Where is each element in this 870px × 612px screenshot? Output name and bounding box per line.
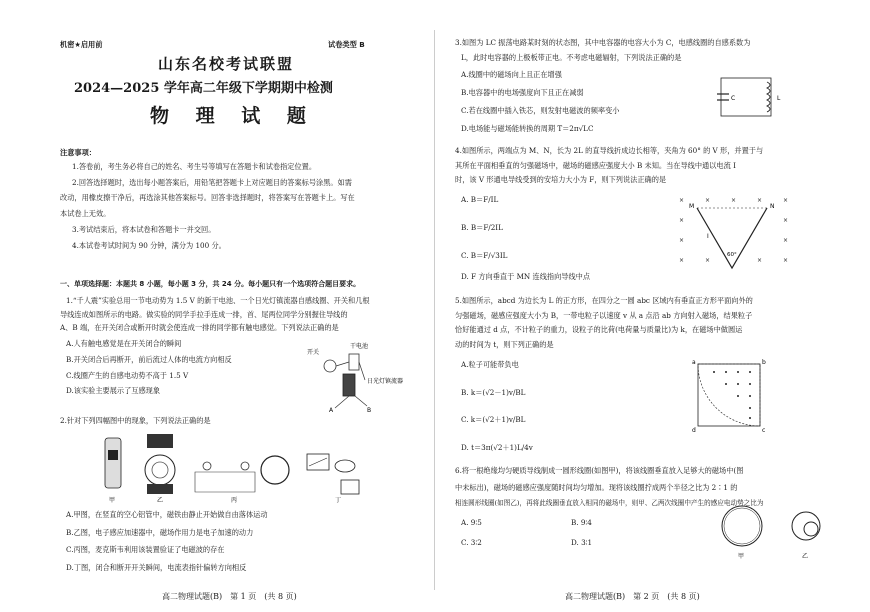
- q6-option-d: D. 3∶1: [571, 538, 593, 548]
- q1-option-c: C.线圈产生的自感电动势不高于 1.5 V: [66, 370, 189, 380]
- q6-options-row-1: [455, 518, 681, 528]
- svg-text:×: ×: [705, 257, 711, 264]
- q4-option-d: D. F 方向垂直于 MN 连线指向导线中点: [461, 272, 591, 282]
- q1-option-d: D.该实验主要展示了互感现象: [66, 386, 161, 396]
- q4-stem-line: 其所在平面相垂直的匀强磁场中，磁场的磁感应强度大小 B 未知。当在导线中通以电流 I: [455, 160, 736, 170]
- q2-fig-jia: [105, 438, 121, 504]
- q1-battery-label: 干电池: [350, 343, 369, 350]
- svg-text:×: ×: [679, 197, 685, 204]
- q2-label-ding: 丁: [335, 497, 342, 504]
- svg-text:×: ×: [783, 237, 789, 244]
- notice-list: [60, 162, 420, 250]
- q2-fig-bing: [195, 456, 289, 504]
- q6-options-row-2: [455, 538, 681, 548]
- q4-stem-line: 4.如图所示，两端点为 M、N，长为 2L 的直导线折成边长相等，夹角为 60° 的 V 形，并置于与: [455, 146, 764, 155]
- notice-item: 4.本试卷考试时间为 90 分钟，满分为 100 分。: [72, 240, 226, 250]
- q4-stem-line: 时，该 V 形通电导线受到的安培力大小为 F，则下列说法正确的是: [455, 175, 667, 185]
- notice-item: 改动，用橡皮擦干净后，再选涂其他答案标号。回答非选择题时，将答案写在答题卡上。写在: [60, 193, 355, 203]
- q1-option-a: A.人有触电感觉是在开关闭合的瞬间: [66, 339, 182, 349]
- confidential-label: 机密★启用前: [60, 40, 103, 49]
- q3-option-d: D.电场能与磁场能转换的周期 T＝2π√LC: [461, 123, 594, 133]
- q1-option-b: B.开关闭合后再断开，前后流过人体的电流方向相反: [66, 354, 232, 364]
- svg-text:×: ×: [757, 197, 763, 204]
- section-single-choice: 一、单项选择题：本题共 8 小题，每小题 3 分，共 24 分。每小题只有一个选项符合题目要求。: [60, 280, 361, 288]
- notice-item: 3.考试结束后，将本试卷和答题卡一并交回。: [72, 224, 216, 234]
- q4-v-wire-figure: [675, 196, 805, 278]
- q5-stem-line: 动的时间为 t，则下列正确的是: [455, 340, 554, 350]
- q5-stem-line: 恰好能通过 d 点，不计粒子的重力，设粒子的比荷(电荷量与质量比)为 k，在磁场中做圆运: [455, 325, 743, 335]
- q1-circuit-figure: [305, 340, 415, 415]
- q6-stem-line: 6.将一根绝缘均匀硬质导线制成一圆形线圈(如图甲)，将该线圈垂直放入足够大的磁场中(图: [455, 466, 744, 475]
- q1-stem-line: 1.“千人震”实验总用一节电动势为 1.5 V 的新干电池、一个日光灯镇流器自感线圈、开关和几根: [66, 296, 370, 305]
- exam-union-title: 山东名校考试联盟: [158, 55, 295, 73]
- q4-option-a: A. B＝F/IL: [461, 195, 499, 205]
- notice-item: 本试卷上无效。: [60, 209, 111, 219]
- q5-corner-b: b: [762, 359, 766, 366]
- q5-corner-c: c: [762, 427, 766, 434]
- notice-item: 2.回答选择题时，选出每小题答案后，用铅笔把答题卡上对应题目的答案标号涂黑。如需: [72, 177, 352, 187]
- q4-option-b: B. B＝F/2IL: [461, 222, 503, 232]
- q5-option-b: B. k＝(√2－1)v/BL: [461, 387, 526, 397]
- q3-capacitor-label: C: [731, 95, 736, 102]
- q6-option-a: A. 9∶5: [461, 518, 482, 528]
- notice-item: 1.答卷前，考生务必将自己的姓名、考生号等填写在答题卡和试卷指定位置。: [72, 162, 317, 171]
- q3-lc-circuit-figure: [715, 72, 785, 122]
- svg-text:×: ×: [783, 197, 789, 204]
- q6-option-b: B. 9∶4: [571, 518, 592, 528]
- svg-text:×: ×: [679, 217, 685, 224]
- q6-coil-figure: [720, 500, 840, 560]
- q2-option-d: D.丁图，闭合和断开开关瞬间，电流表指针偏转方向相反: [66, 563, 247, 573]
- q6-stem-line: 相连圆形线圈(如图乙)，再将此线圈垂直放入相同的磁场中，则甲、乙两次线圈中产生的感应电动势之比为: [455, 499, 764, 508]
- svg-text:×: ×: [731, 197, 737, 204]
- q4-point-m-label: M: [689, 203, 695, 210]
- exam-year-title: 2024—2025 学年高二年级下学期期中检测: [74, 81, 333, 96]
- q2-label-bing: 丙: [231, 497, 238, 504]
- q4-angle-label: 60°: [727, 252, 737, 258]
- q3-inductor-label: L: [777, 95, 781, 102]
- subject-title: 物 理 试 题: [150, 105, 316, 127]
- q1-stem-line: A、B 端，在开关闭合或断开时就会使连成一排的同学都有触电感觉。下列说法正确的是: [60, 323, 339, 333]
- q6-stem-line: 中未标出)，磁场的磁感应强度随时间均匀增加。现将该线圈拧成两个半径之比为 2∶1 的: [455, 482, 738, 492]
- q5-square-figure: [690, 358, 770, 434]
- q3-stem-line: L，此时电容器的上极板带正电。不考虑电磁辐射，下列说法正确的是: [461, 52, 682, 62]
- q2-label-yi: 乙: [157, 497, 164, 504]
- svg-text:×: ×: [705, 197, 711, 204]
- q4-point-n-label: N: [770, 203, 775, 210]
- q2-fig-ding: [307, 454, 359, 504]
- q5-stem-line: 匀强磁场，磁感应强度大小为 B，一带电粒子以速度 v 从 a 点沿 ab 方向射入磁场，结果粒子: [455, 310, 753, 320]
- q3-option-c: C.若在线圈中插入铁芯，则发射电磁波的频率变小: [461, 105, 620, 115]
- q2-option-a: A.甲图，在竖直的空心铝管中，磁铁由静止开始做自由落体运动: [66, 510, 268, 519]
- q4-current-label: I: [707, 233, 709, 240]
- notice-title: 注意事项：: [60, 148, 96, 157]
- q1-switch-label: 开关: [307, 349, 320, 356]
- q2-option-b: B.乙图，电子感应加速器中，磁场作用力是电子加速的动力: [66, 527, 254, 537]
- q1-ballast-label: 日光灯镇流器: [367, 378, 404, 385]
- right-page: [435, 0, 870, 612]
- q6-option-c: C. 3∶2: [461, 538, 482, 548]
- paper-type-label: 试卷类型 B: [328, 40, 365, 49]
- q2-stem: 2.针对下列四幅图中的现象，下列说法正确的是: [60, 416, 211, 425]
- q1-stem-line: 导线连成如图所示的电路。做实验的同学手拉手连成一排，首、尾两位同学分别握住导线的: [60, 309, 348, 319]
- svg-text:×: ×: [783, 257, 789, 264]
- q6-label-jia: 甲: [738, 553, 745, 560]
- svg-text:×: ×: [757, 257, 763, 264]
- q2-options: [60, 510, 268, 573]
- q5-option-d: D. t＝3π(√2＋1)L/4v: [461, 443, 533, 453]
- q5-option-a: A.粒子可能带负电: [461, 359, 519, 369]
- q6-label-yi: 乙: [802, 553, 809, 560]
- q5-corner-a: a: [692, 359, 696, 366]
- q2-option-c: C.丙图，麦克斯韦利用该装置验证了电磁波的存在: [66, 545, 225, 555]
- q5-option-c: C. k＝(√2＋1)v/BL: [461, 415, 526, 425]
- q3-option-a: A.线圈中的磁场向上且正在增强: [461, 70, 562, 80]
- q5-corner-d: d: [692, 427, 696, 434]
- q1-end-a-label: A: [329, 407, 334, 414]
- svg-text:×: ×: [679, 257, 685, 264]
- svg-text:×: ×: [679, 237, 685, 244]
- svg-text:×: ×: [783, 217, 789, 224]
- q3-option-b: B.电容器中的电场强度向下且正在减弱: [461, 88, 584, 98]
- right-page-footer: 高二物理试题(B) 第 2 页 (共 8 页): [565, 592, 700, 601]
- q5-stem-line: 5.如图所示，abcd 为边长为 L 的正方形，在四分之一圆 abc 区域内有垂直正方形平面向外的: [455, 296, 753, 305]
- q2-figures: [95, 432, 375, 504]
- q2-fig-yi: [145, 434, 175, 504]
- question-6: [455, 466, 763, 548]
- q3-stem-line: 3.如图为 LC 振荡电路某时刻的状态图，其中电容器的电容大小为 C，电感线圈的自感系数为: [455, 38, 751, 47]
- q4-option-c: C. B＝F/√3IL: [461, 250, 508, 260]
- q1-end-b-label: B: [367, 407, 372, 414]
- q2-label-jia: 甲: [109, 497, 116, 504]
- left-page-footer: 高二物理试题(B) 第 1 页 (共 8 页): [162, 592, 297, 601]
- question-3: [455, 38, 750, 133]
